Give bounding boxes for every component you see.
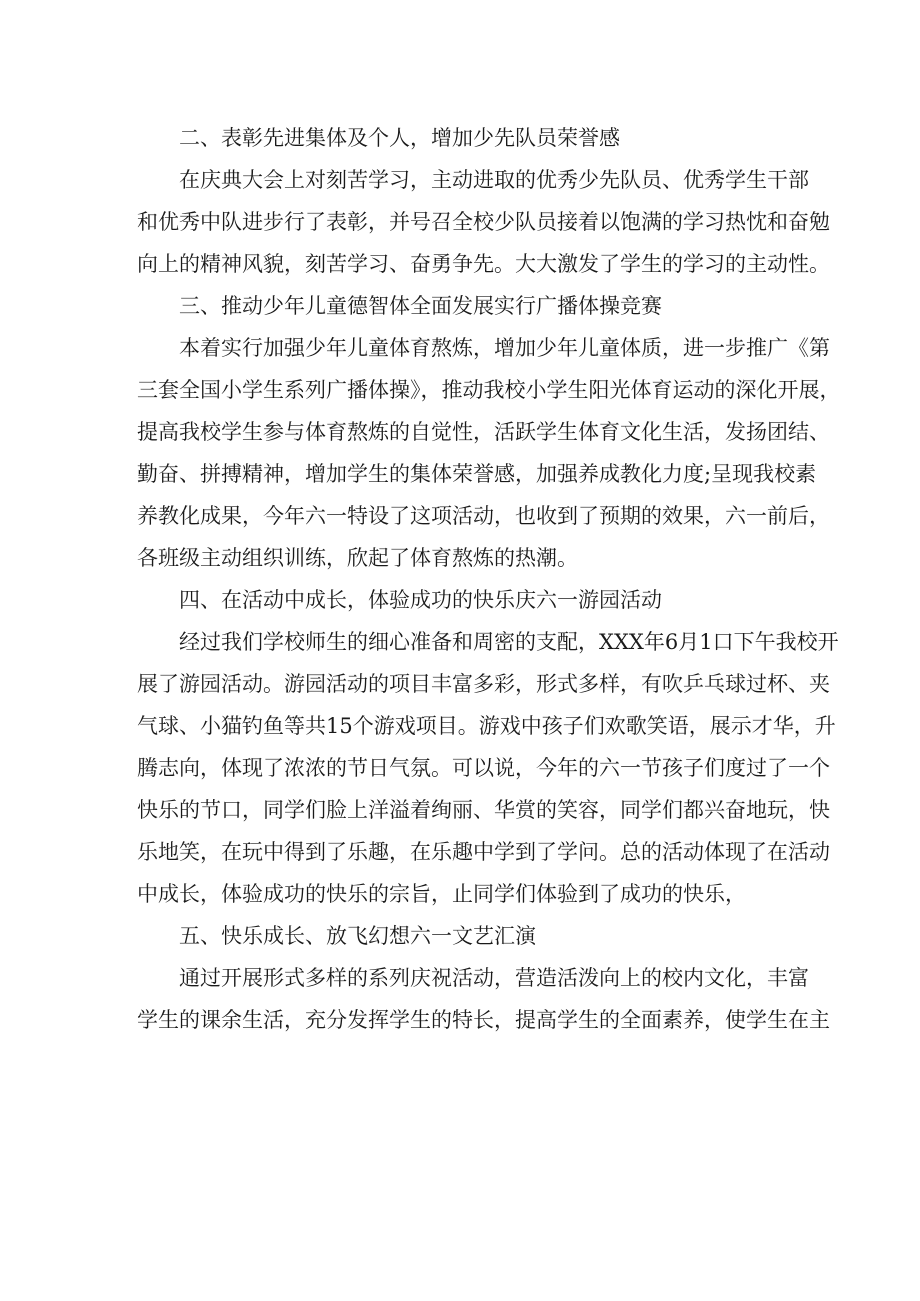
section-heading: 三、推动少年儿童德智体全面发展实行广播体操竞赛	[179, 294, 662, 318]
paragraph-line: 腾志向，体现了浓浓的节日气氛。可以说，今年的六一节孩子们度过了一个	[137, 756, 830, 780]
paragraph	[137, 957, 830, 1041]
paragraph-line: 向上的精神风貌，刻苦学习、奋勇争先。大大激发了学生的学习的主动性。	[137, 252, 830, 276]
paragraph-line: 养教化成果，今年六一特设了这项活动，也收到了预期的效果，六一前后，	[137, 504, 830, 528]
paragraph-line: 各班级主动组织训练，欣起了体育熬炼的热潮。	[137, 546, 578, 570]
paragraph-line: 本着实行加强少年儿童体育熬炼，增加少年儿童体质，进一步推广《第	[179, 336, 830, 360]
document-body	[137, 117, 841, 1041]
paragraph-line: 三套全国小学生系列广播体操》，推动我校小学生阳光体育运动的深化开展，	[137, 378, 841, 402]
paragraph-line: 学生的课余生活，充分发挥学生的特长，提高学生的全面素养，使学生在主	[137, 1008, 830, 1032]
paragraph-line: 通过开展形式多样的系列庆祝活动，营造活泼向上的校内文化，丰富	[179, 966, 809, 990]
section-heading: 五、快乐成长、放飞幻想六一文艺汇演	[179, 924, 536, 948]
section-heading: 四、在活动中成长，体验成功的快乐庆六一游园活动	[179, 588, 662, 612]
paragraph-line: 乐地笑，在玩中得到了乐趣，在乐趣中学到了学问。总的活动体现了在活动	[137, 840, 830, 864]
paragraph-line: 展了游园活动。游园活动的项目丰富多彩，形式多样，有吹乒乓球过杯、夹	[137, 672, 830, 696]
paragraph	[137, 159, 830, 285]
paragraph	[137, 621, 839, 915]
paragraph-line: 经过我们学校师生的细心准备和周密的支配，XXX年6月1口下午我校开	[179, 630, 839, 654]
paragraph-line: 勤奋、拼搏精神，增加学生的集体荣誉感，加强养成教化力度;呈现我校素	[137, 462, 817, 486]
paragraph-line: 快乐的节口，同学们脸上洋溢着绚丽、华赏的笑容，同学们都兴奋地玩，快	[137, 798, 830, 822]
paragraph-line: 中成长，体验成功的快乐的宗旨，止同学们体验到了成功的快乐，	[137, 882, 746, 906]
paragraph-line: 在庆典大会上对刻苦学习，主动进取的优秀少先队员、优秀学生干部	[179, 168, 809, 192]
paragraph-line: 和优秀中队进步行了表彰，并号召全校少队员接着以饱满的学习热忱和奋勉	[137, 210, 830, 234]
paragraph-line: 提高我校学生参与体育熬炼的自觉性，活跃学生体育文化生活，发扬团结、	[137, 420, 830, 444]
paragraph	[137, 327, 841, 579]
section-heading: 二、表彰先进集体及个人，增加少先队员荣誉感	[179, 126, 620, 150]
paragraph-line: 气球、小猫钓鱼等共15个游戏项目。游戏中孩子们欢歌笑语，展示才华，升	[137, 714, 836, 738]
